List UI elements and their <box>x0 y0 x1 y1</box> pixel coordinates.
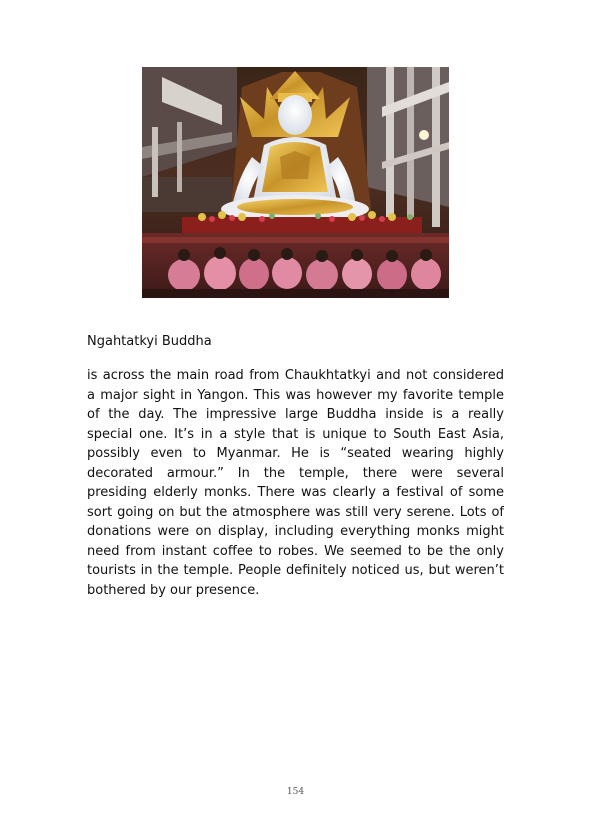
paragraph-line: donations were on display, including everything monks might <box>87 524 504 539</box>
paragraph-line: bothered by our presence. <box>87 582 260 598</box>
paragraph-line: need from instant coffee to robes. We seemed to be the only <box>87 543 504 559</box>
paragraph-line: decorated armour.” In the temple, there were several <box>87 465 504 481</box>
paragraph-line: tourists in the temple. People definitely noticed us, but weren’t <box>87 563 504 578</box>
paragraph-line: possibly even to Myanmar. He is “seated wearing highly <box>87 446 504 461</box>
paragraph-line: is across the main road from Chaukhtatkyi and not considered <box>87 368 504 383</box>
page-number: 154 <box>286 787 305 797</box>
paragraph-line: sort going on but the atmosphere was still very serene. Lots of <box>87 504 504 520</box>
seated-buddha-photo <box>142 67 449 298</box>
paragraph-line: of the day. The impressive large Buddha inside is a really <box>87 407 504 422</box>
paragraph-line: a major sight in Yangon. This was however my favorite temple <box>87 387 504 403</box>
paragraph-line: special one. It’s in a style that is unique to South East Asia, <box>87 426 504 442</box>
body-paragraph <box>87 366 504 600</box>
photo-caption: Ngahtatkyi Buddha <box>87 334 212 349</box>
paragraph-line: presiding elderly monks. There was clearly a festival of some <box>87 485 504 500</box>
